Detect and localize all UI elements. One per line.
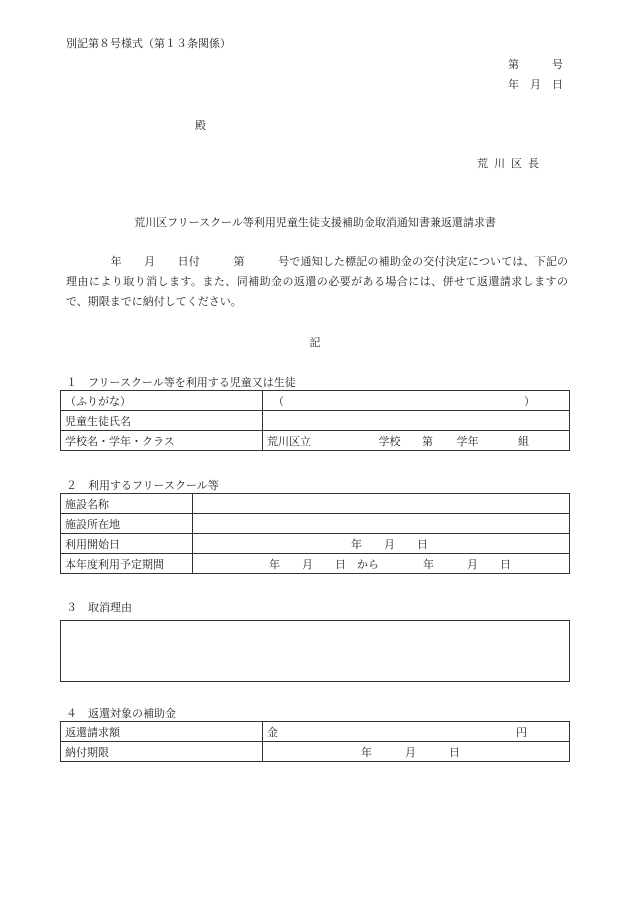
facility-name-field[interactable] [193, 494, 570, 514]
issue-date: 年 月 日 [508, 78, 563, 91]
amount-prefix: 金 [267, 725, 278, 739]
grade-prefix: 第 [422, 434, 433, 448]
furigana-close: ） [524, 394, 535, 408]
body-text: 年 月 日付 第 号で通知した標記の補助金の交付決定については、下記の理由により取り消します。また、同補助金の返還の必要がある場合には、併せて返還請求しますので、期限までに納付してください。 [66, 255, 568, 308]
school-label: 学校名・学年・クラス [61, 431, 263, 451]
table-row [61, 722, 570, 742]
section3-title: ３ 取消理由 [66, 601, 132, 614]
addressee-suffix: 殿 [195, 119, 206, 132]
record-heading: 記 [309, 336, 321, 349]
deadline-field[interactable]: 年 月 日 [263, 742, 570, 762]
issue-number: 第 号 [508, 58, 563, 71]
deadline-label: 納付期限 [61, 742, 263, 762]
furigana-label: （ふりがな） [61, 391, 263, 411]
period-label: 本年度利用予定期間 [61, 554, 193, 574]
section1-title: １ フリースクール等を利用する児童又は生徒 [66, 376, 296, 389]
furigana-open: （ [273, 394, 284, 408]
table-row [61, 554, 570, 574]
facility-name-label: 施設名称 [61, 494, 193, 514]
facility-address-label: 施設所在地 [61, 514, 193, 534]
facility-table [60, 493, 570, 574]
section4-title: ４ 返還対象の補助金 [66, 707, 176, 720]
student-table [60, 390, 570, 451]
refund-table [60, 721, 570, 762]
form-number: 別記第８号様式（第１３条関係） [66, 37, 231, 50]
document-title: 荒川区フリースクール等利用児童生徒支援補助金取消通知書兼返還請求書 [134, 216, 496, 229]
cancel-reason-field[interactable] [60, 620, 570, 682]
class-word: 組 [518, 434, 529, 448]
start-date-field[interactable]: 年 月 日 [193, 534, 570, 554]
issuer: 荒川区長 [477, 157, 545, 170]
table-row [61, 514, 570, 534]
furigana-field[interactable] [263, 391, 570, 411]
period-field[interactable]: 年 月 日 から 年 月 日 [193, 554, 570, 574]
start-date-label: 利用開始日 [61, 534, 193, 554]
school-prefix: 荒川区立 [267, 434, 311, 448]
table-row [61, 391, 570, 411]
table-row [61, 494, 570, 514]
amount-field[interactable] [263, 722, 570, 742]
amount-label: 返還請求額 [61, 722, 263, 742]
facility-address-field[interactable] [193, 514, 570, 534]
table-row [61, 411, 570, 431]
table-row [61, 742, 570, 762]
school-word: 学校 [378, 434, 401, 448]
student-name-label: 児童生徒氏名 [61, 411, 263, 431]
amount-unit: 円 [516, 725, 527, 739]
grade-word: 学年 [456, 434, 479, 448]
table-row [61, 534, 570, 554]
student-name-field[interactable] [263, 411, 570, 431]
section2-title: ２ 利用するフリースクール等 [66, 479, 219, 492]
school-field[interactable] [263, 431, 570, 451]
table-row [61, 431, 570, 451]
